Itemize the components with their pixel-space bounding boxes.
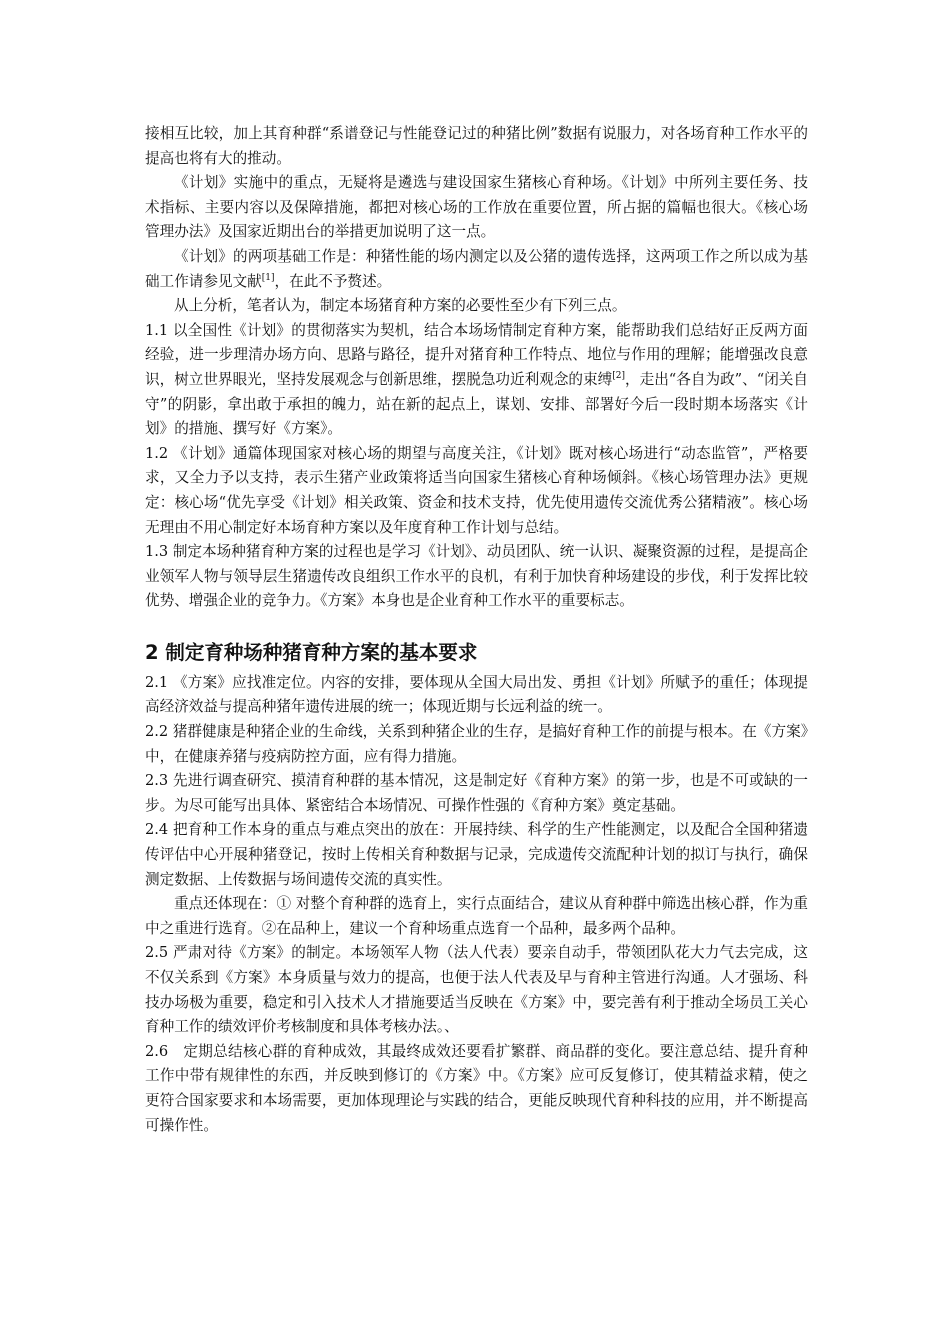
paragraph-2-5: 2.5 严肃对待《方案》的制定。本场领军人物（法人代表）要亲自动手，带领团队花大力气去完成，这不仅关系到《方案》本身质量与效力的提高，也便于法人代表及早与育种主管进行沟通。人才强场、科技办场极为重要，稳定和引入技术人才措施要适当反映在《方案》中，要完善有利于推动全场员工关心育种工作的绩效评价考核制度和具体考核办法。、 — [145, 944, 808, 1036]
paragraph-2-4-key-points: 重点还体现在：① 对整个育种群的选育上，实行点面结合，建议从育种群中筛选出核心群，作为重中之重进行选育。②在品种上，建议一个育种场重点选育一个品种，最多两个品种。 — [145, 895, 808, 937]
paragraph-key-point: 《计划》实施中的重点，无疑将是遴选与建设国家生猪核心育种场。《计划》中所列主要任务、技术指标、主要内容以及保障措施，都把对核心场的工作放在重要位置，所占据的篇幅也很大。《核心场管理办法》及国家近期出台的举措更加说明了这一点。 — [145, 174, 808, 241]
section-heading: 2 制定育种场种猪育种方案的基本要求 — [145, 640, 478, 664]
reference-marker: [1] — [261, 272, 275, 283]
paragraph-text: ，走出“各自为政”、“闭关自守”的阴影，拿出敢于承担的魄力，站在新的起点上，谋划、安排、部署好今后一段时期本场落实《计划》的措施、撰写好《方案》。 — [145, 370, 808, 438]
paragraph-text: 1.1 以全国性《计划》的贯彻落实为契机，结合本场场情制定育种方案，能帮助我们总结好正反两方面经验，进一步理清办场方向、思路与路径，提升对猪育种工作特点、地位与作用的理解；能增强改良意识，树立世界眼光，坚持发展观念与创新思维，摆脱急功近利观念的束缚 — [145, 321, 808, 388]
paragraph-basic-work — [145, 245, 808, 294]
paragraph-analysis: 从上分析，笔者认为，制定本场猪育种方案的必要性至少有下列三点。 — [174, 297, 627, 315]
paragraph-2-3: 2.3 先进行调查研究、摸清育种群的基本情况，这是制定好《育种方案》的第一步，也是不可或缺的一步。为尽可能写出具体、紧密结合本场情况、可操作性强的《育种方案》奠定基础。 — [145, 772, 808, 814]
paragraph-2-1: 2.1 《方案》应找准定位。内容的安排，要体现从全国大局出发、勇担《计划》所赋予的重任；体现提高经济效益与提高种猪年遗传进展的统一；体现近期与长远利益的统一。 — [145, 673, 808, 716]
document-page — [145, 122, 808, 1138]
paragraph-text: 《计划》的两项基础工作是：种猪性能的场内测定以及公猪的遗传选择，这两项工作之所以成为基础工作请参见文献 — [145, 247, 808, 290]
reference-marker: [2] — [612, 371, 625, 382]
paragraph-2-2: 2.2 猪群健康是种猪企业的生命线，关系到种猪企业的生存，是搞好育种工作的前提与根本。在《方案》中，在健康养猪与疫病防控方面，应有得力措施。 — [145, 723, 808, 765]
paragraph-1-1 — [145, 319, 808, 442]
paragraph-1-3: 1.3 制定本场种猪育种方案的过程也是学习《计划》、动员团队、统一认识、凝聚资源的过程，是提高企业领军人物与领导层生猪遗传改良组织工作水平的良机，有利于加快育种场建设的步伐，利于发挥比较优势、增强企业的竞争力。《方案》本身也是企业育种工作水平的重要标志。 — [145, 543, 808, 610]
paragraph-2-4: 2.4 把育种工作本身的重点与难点突出的放在：开展持续、科学的生产性能测定，以及配合全国种猪遗传评估中心开展种猪登记，按时上传相关育种数据与记录，完成遗传交流配种计划的拟订与执行，确保测定数据、上传数据与场间遗传交流的真实性。 — [145, 821, 808, 888]
paragraph-1-2: 1.2 《计划》通篇体现国家对核心场的期望与高度关注，《计划》既对核心场进行“动态监管”，严格要求，又全力予以支持，表示生猪产业政策将适当向国家生猪核心育种场倾斜。《核心场管理办法》更规定：核心场“优先享受《计划》相关政策、资金和技术支持，优先使用遗传交流优秀公猪精液”。核心场无理由不用心制定好本场育种方案以及年度育种工作计划与总结。 — [145, 444, 808, 536]
paragraph-2-6: 2.6 定期总结核心群的育种成效，其最终成效还要看扩繁群、商品群的变化。要注意总结、提升育种工作中带有规律性的东西，并反映到修订的《方案》中。《方案》应可反复修订，使其精益求精，使之更符合国家要求和本场需要，更加体现理论与实践的结合，更能反映现代育种科技的应用，并不断提高可操作性。 — [145, 1042, 808, 1134]
paragraph-continuation: 接相互比较，加上其育种群“系谱登记与性能登记过的种猪比例”数据有说服力，对各场育种工作水平的提高也将有大的推动。 — [145, 125, 808, 167]
paragraph-text: ，在此不予赘述。 — [274, 272, 392, 290]
